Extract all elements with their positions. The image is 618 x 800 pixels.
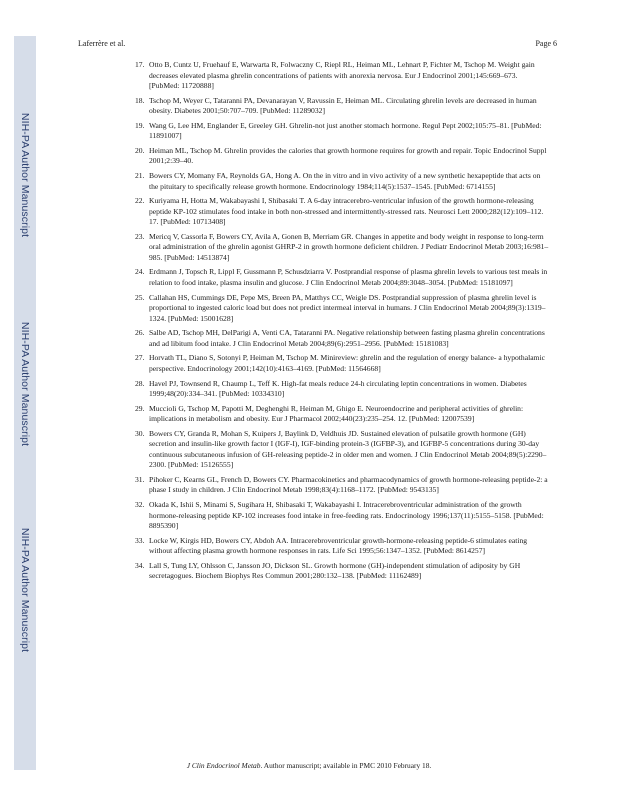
reference-text: Muccioli G, Tschop M, Papotti M, Deghenghi R, Heiman M, Ghigo E. Neuroendocrine and peripheral activities of ghrelin: implications in metabolism and obesity. Eur J Pharmacol 2002;440(23):235–254. 12. [PubMed: 12007539] [149,403,524,424]
reference-number: 32. [135,500,145,510]
reference-item [135,121,549,142]
reference-number: 17. [135,60,145,69]
sidebar-label: NIH-PA Author Manuscript [19,527,31,653]
reference-item [135,561,549,582]
reference-number: 21. [135,171,145,181]
reference-item [135,429,549,471]
reference-number: 28. [135,378,145,388]
footer [0,761,618,770]
reference-item [135,379,549,400]
reference-text: Salbe AD, Tschop MH, DelParigi A, Venti CA, Tataranni PA. Negative relationship between fasting plasma ghrelin concentrations and ad libitum food intake. J Clin Endocrinol Metab 2004;89(6):2951–2956. [PubMed: 15181083] [149,328,545,348]
reference-text: Kuriyama H, Hotta M, Wakabayashi I, Shibasaki T. A 6-day intracerebro-ventricular infusion of the growth hormone-releasing peptide KP-102 stimulates food intake in both non-stressed and intermittently-stressed rats. Neurosci Lett 2000;282(12):109–112. 17. [PubMed: 10713408] [149,196,544,227]
reference-text: Mericq V, Cassorla F, Bowers CY, Avila A, Gonen B, Merriam GR. Changes in appetite and body weight in response to long-term oral administration of the ghrelin agonist GHRP-2 in growth hormone deficient children. J Pediatr Endocrinol Metab 2003;16:981–985. [PubMed: 14513874] [149,231,549,262]
reference-item [135,267,549,288]
reference-number: 23. [135,231,145,241]
reference-number: 33. [135,535,145,545]
reference-item [135,328,549,349]
reference-text: Okada K, Ishii S, Minami S, Sugihara H, Shibasaki T, Wakabayashi I. Intracerebroventricular administration of the growth hormone-releasing peptide KP-102 increases food intake in free-feeding rats. Endocrinology 1996;137(11):5155–5158. [PubMed: 8895390] [149,500,544,531]
reference-item [135,353,549,374]
reference-item [135,536,549,557]
reference-text: Bowers CY, Momany FA, Reynolds GA, Hong A. On the in vitro and in vivo activity of a new synthetic hexapeptide that acts on the pituitary to specifically release growth hormone. Endocrinology 1984;114(5):1537–1545. [PubMed: 6714155] [149,171,541,191]
footer-journal: J Clin Endocrinol Metab [186,761,261,770]
reference-number: 26. [135,328,145,338]
reference-text: Erdmann J, Topsch R, Lippl F, Gussmann P, Schusdziarra V. Postprandial response of plasma ghrelin levels to various test meals in relation to food intake, plasma insulin and glucose. J Clin Endocrinol Metab 2004;89:3048–3054. [PubMed: 15181097] [149,267,548,287]
reference-number: 19. [135,120,145,130]
reference-item [135,404,549,425]
running-header-authors: Laferrère et al. [78,39,126,48]
reference-text: Tschop M, Weyer C, Tataranni PA, Devanarayan V, Ravussin E, Heiman ML. Circulating ghrelin levels are decreased in human obesity. Diabetes 2001;50:707–709. [PubMed: 11289032] [149,95,537,116]
reference-number: 27. [135,353,145,363]
footer-text: . Author manuscript; available in PMC 2010 February 18. [260,761,432,770]
reference-text: Callahan HS, Cummings DE, Pepe MS, Breen PA, Matthys CC, Weigle DS. Postprandial suppression of plasma ghrelin level is proportional to ingested caloric load but does not predict intermeal interval in humans. J Clin Endocrinol Metab 2004;89(3):1319–1324. [PubMed: 15001628] [149,292,546,323]
reference-item [135,60,549,92]
reference-text: Lall S, Tung LY, Ohlsson C, Jansson JO, Dickson SL. Growth hormone (GH)-independent stimulation of adiposity by GH secretagogues. Biochem Biophys Res Commun 2001;280:132–138. [PubMed: 11162489] [149,560,521,581]
reference-text: Locke W, Kirgis HD, Bowers CY, Abdoh AA. Intracerebroventricular growth-hormone-releasing peptide-6 stimulates eating without affecting plasma growth hormone responses in rats. Life Sci 1995;56:1347–1352. [PubMed: 8614257] [149,535,528,556]
page-number: Page 6 [535,39,557,48]
reference-item [135,96,549,117]
reference-number: 25. [135,292,145,302]
reference-item [135,146,549,167]
reference-text: Horvath TL, Diano S, Sotonyi P, Heiman M, Tschop M. Minireview: ghrelin and the regulation of energy balance- a hypothalamic perspective. Endocrinology 2001;142(10):4163–4169. [PubMed: 11564668] [149,353,545,373]
reference-number: 30. [135,428,145,438]
reference-number: 34. [135,560,145,570]
reference-text: Otto B, Cuntz U, Fruehauf E, Warwarta R, Folwaczny C, Riepl RL, Heiman ML, Lehnart P, Fichter M, Tschop M. Weight gain decreases elevated plasma ghrelin concentrations of patients with anorexia nervosa. Eur J Endocrinol 2001;145:669–673. [PubMed: 11720888] [149,60,535,90]
reference-item [135,171,549,192]
reference-text: Heiman ML, Tschop M. Ghrelin provides the calories that growth hormone requires for growth and repair. Topic Endocrinol Suppl 2001;2:39–40. [149,145,547,166]
reference-number: 29. [135,403,145,413]
reference-text: Wang G, Lee HM, Englander E, Greeley GH. Ghrelin-not just another stomach hormone. Regul Pept 2002;105:75–81. [PubMed: 11891007] [149,120,542,141]
reference-item [135,232,549,264]
reference-item [135,293,549,325]
sidebar-label: NIH-PA Author Manuscript [19,321,31,447]
reference-number: 22. [135,196,145,206]
reference-number: 31. [135,474,145,484]
reference-number: 20. [135,145,145,155]
reference-number: 24. [135,267,145,277]
reference-text: Pihoker C, Kearns GL, French D, Bowers CY. Pharmacokinetics and pharmacodynamics of growth hormone-releasing peptide-2: a phase I study in children. J Clin Endocrinol Metab 1998;83(4):1168–1172. [PubMed: 9543135] [149,474,548,495]
reference-text: Bowers CY, Granda R, Mohan S, Kuipers J, Baylink D, Veldhuis JD. Sustained elevation of pulsatile growth hormone (GH) secretion and insulin-like growth factor I (IGF-I), IGF-binding protein-3 (IGFBP-3), and IGFBP-5 concentrations during 30-day continuous subcutaneous infusion of GH-releasing peptide-2 in older men and women. J Clin Endocrinol Metab 2004;89(5):2290–2300. [PubMed: 15126555] [149,428,547,470]
reference-list [135,60,549,586]
reference-number: 18. [135,95,145,105]
reference-item [135,475,549,496]
reference-text: Havel PJ, Townsend R, Chaump L, Teff K. High-fat meals reduce 24-h circulating leptin concentrations in women. Diabetes 1999;48(20):334–341. [PubMed: 10334310] [149,378,527,399]
reference-item [135,196,549,228]
sidebar-label: NIH-PA Author Manuscript [19,112,31,238]
reference-item [135,500,549,532]
